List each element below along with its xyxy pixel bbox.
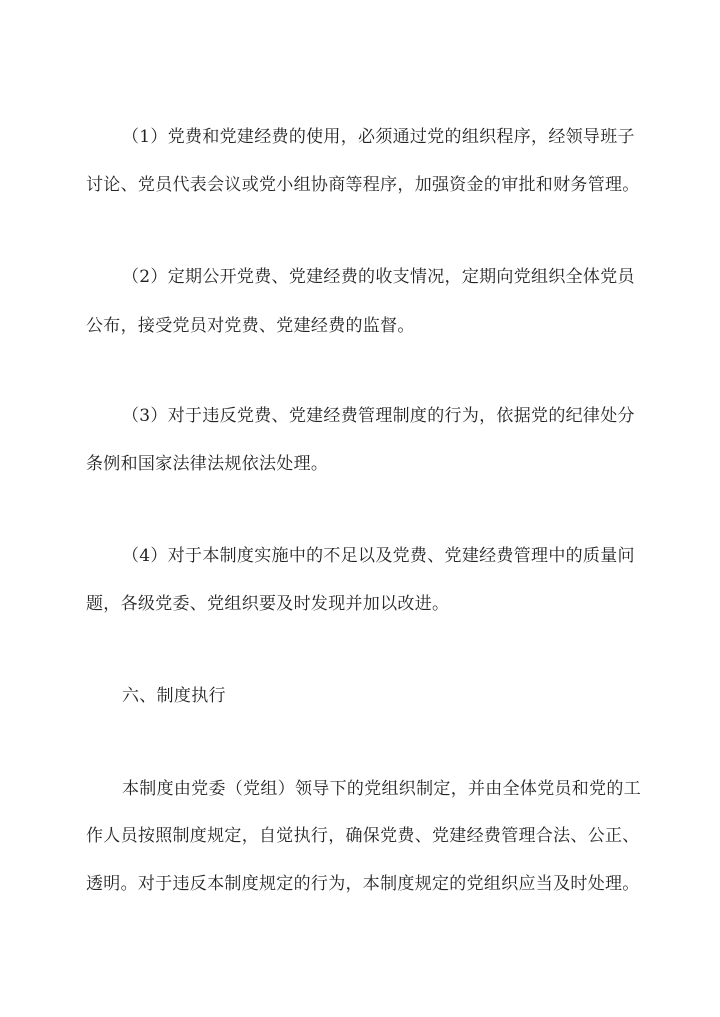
closing-paragraph-line-2: 作人员按照制度规定，自觉执行，确保党费、党建经费管理合法、公正、 — [86, 826, 640, 846]
paragraph-4-line-1: （4）对于本制度实施中的不足以及党费、党建经费管理中的质量问 — [122, 546, 635, 566]
closing-paragraph-line-3: 透明。对于违反本制度规定的行为，本制度规定的党组织应当及时处理。 — [86, 874, 640, 894]
paragraph-4-line-2: 题，各级党委、党组织要及时发现并加以改进。 — [86, 594, 450, 614]
paragraph-2-line-2: 公布，接受党员对党费、党建经费的监督。 — [86, 316, 415, 336]
paragraph-2-line-1: （2）定期公开党费、党建经费的收支情况，定期向党组织全体党员 — [122, 267, 635, 287]
paragraph-3-line-1: （3）对于违反党费、党建经费管理制度的行为，依据党的纪律处分 — [122, 406, 635, 426]
section-heading: 六、制度执行 — [122, 686, 226, 706]
paragraph-1-line-1: （1）党费和党建经费的使用，必须通过党的组织程序，经领导班子 — [122, 127, 635, 147]
paragraph-3-line-2: 条例和国家法律法规依法处理。 — [86, 454, 329, 474]
closing-paragraph-line-1: 本制度由党委（党组）领导下的党组织制定，并由全体党员和党的工 — [122, 779, 641, 799]
paragraph-1-line-2: 讨论、党员代表会议或党小组协商等程序，加强资金的审批和财务管理。 — [86, 175, 640, 195]
